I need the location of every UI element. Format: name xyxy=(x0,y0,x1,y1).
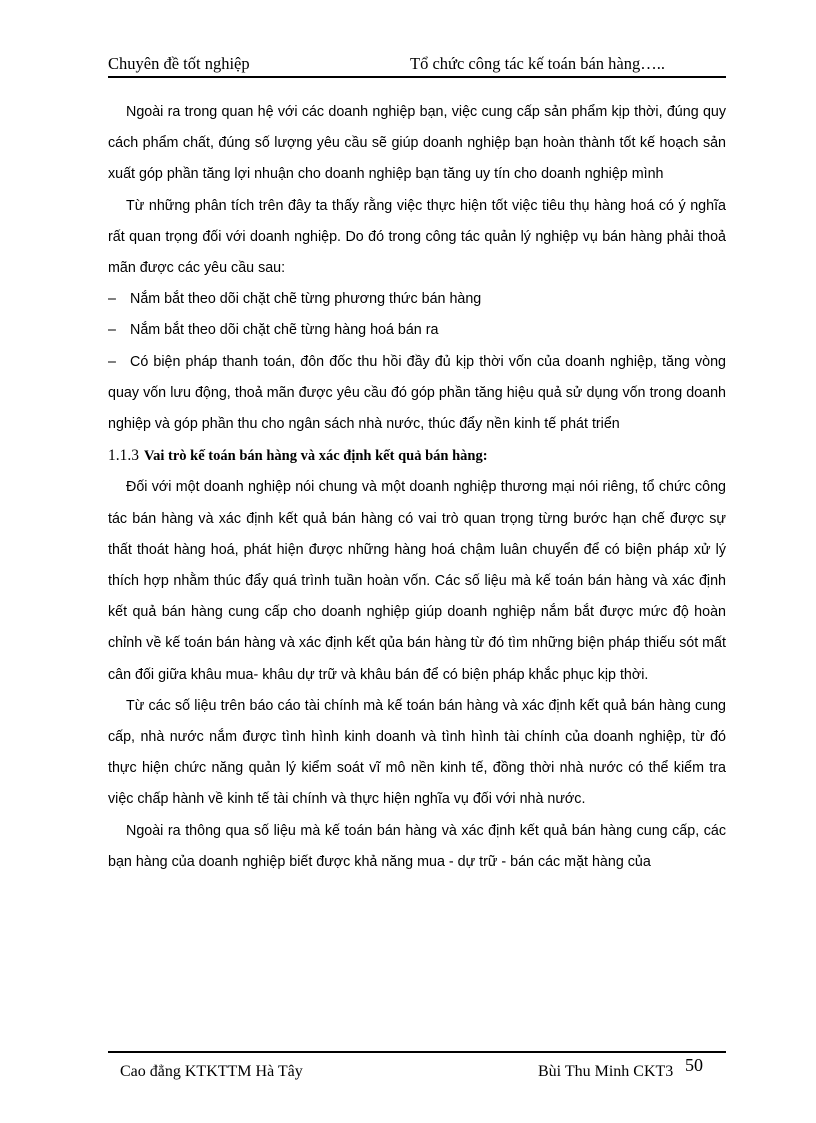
paragraph-1: Ngoài ra trong quan hệ với các doanh nghiệp bạn, việc cung cấp sản phẩm kịp thời, đúng quy cách phẩm chất, đúng số lượng yêu cầu sẽ giúp doanh nghiệp bạn hoàn thành tốt kế hoạch sản xuất góp phần tăng lợi nhuận cho doanh nghiệp bạn tăng uy tín cho doanh nghiệp mình xyxy=(108,104,726,183)
footer-left-text: Cao đẳng KTKTTM Hà Tây xyxy=(120,1063,303,1080)
header-left-text: Chuyên đề tốt nghiệp xyxy=(108,54,250,73)
section-title: Vai trò kế toán bán hàng và xác định kết quả bán hàng: xyxy=(144,448,488,465)
bullet-dash: – xyxy=(108,353,116,370)
header-right-text: Tổ chức công tác kế toán bán hàng….. xyxy=(410,54,665,73)
paragraph-5: Ngoài ra thông qua số liệu mà kế toán bán hàng và xác định kết quả bán hàng cung cấp, các bạn hàng của doanh nghiệp biết được khả năng mua - dự trữ - bán các mặt hàng của xyxy=(108,822,726,870)
page-header xyxy=(108,52,726,78)
footer-right-text: Bùi Thu Minh CKT3 xyxy=(538,1063,674,1080)
document-body xyxy=(108,97,726,878)
bullet-item-1 xyxy=(108,284,726,315)
page-number: 50 xyxy=(685,1055,703,1075)
paragraph-3: Đối với một doanh nghiệp nói chung và một doanh nghiệp thương mại nói riêng, tổ chức công tác bán hàng và xác định kết quả bán hàng có vai trò quan trọng từng bước hạn chế được sự thất thoát hàng hoá, phát hiện được những hàng hoá chậm luân chuyển để có biện pháp xử lý thích hợp nhằm thúc đẩy quá trình tuần hoàn vốn. Các số liệu mà kế toán bán hàng và xác định kết quả bán hàng cung cấp cho doanh nghiệp giúp doanh nghiệp nắm bắt được mức độ hoàn chỉnh về kế toán bán hàng và xác định kết qủa bán hàng từ đó tìm những biện pháp thiếu sót mất cân đối giữa khâu mua- khâu dự trữ và khâu bán để có biện pháp khắc phục kịp thời. xyxy=(108,479,726,683)
bullet-text: Có biện pháp thanh toán, đôn đốc thu hồi đầy đủ kịp thời vốn của doanh nghiệp, tăng vòng quay vốn lưu động, thoả mãn được yêu cầu đó góp phần tăng hiệu quả sử dụng vốn trong doanh nghiệp và góp phần thu cho ngân sách nhà nước, thúc đẩy nền kinh tế phát triển xyxy=(108,353,726,433)
bullet-text: Nắm bắt theo dõi chặt chẽ từng phương thức bán hàng xyxy=(130,291,482,308)
bullet-dash: – xyxy=(108,322,116,339)
bullet-dash: – xyxy=(108,291,116,308)
bullet-text: Nắm bắt theo dõi chặt chẽ từng hàng hoá bán ra xyxy=(130,322,439,339)
section-heading xyxy=(108,440,726,472)
paragraph-2: Từ những phân tích trên đây ta thấy rằng việc thực hiện tốt việc tiêu thụ hàng hoá có ý nghĩa rất quan trọng đối với doanh nghiệp. Do đó trong công tác quản lý nghiệp vụ bán hàng phải thoả mãn được các yêu cầu sau: xyxy=(108,197,726,277)
bullet-item-3 xyxy=(108,347,726,441)
page-footer xyxy=(108,1051,726,1093)
paragraph-4: Từ các số liệu trên báo cáo tài chính mà kế toán bán hàng và xác định kết quả bán hàng cung cấp, nhà nước nắm được tình hình kinh doanh và tình hình tài chính của doanh nghiệp, từ đó thực hiện chức năng quản lý kiểm soát vĩ mô nền kinh tế, đồng thời nhà nước có thể kiểm tra việc chấp hành về kinh tế tài chính và thực hiện nghĩa vụ đối với nhà nước. xyxy=(108,697,726,808)
section-number: 1.1.3 xyxy=(108,447,139,465)
bullet-item-2 xyxy=(108,315,726,346)
